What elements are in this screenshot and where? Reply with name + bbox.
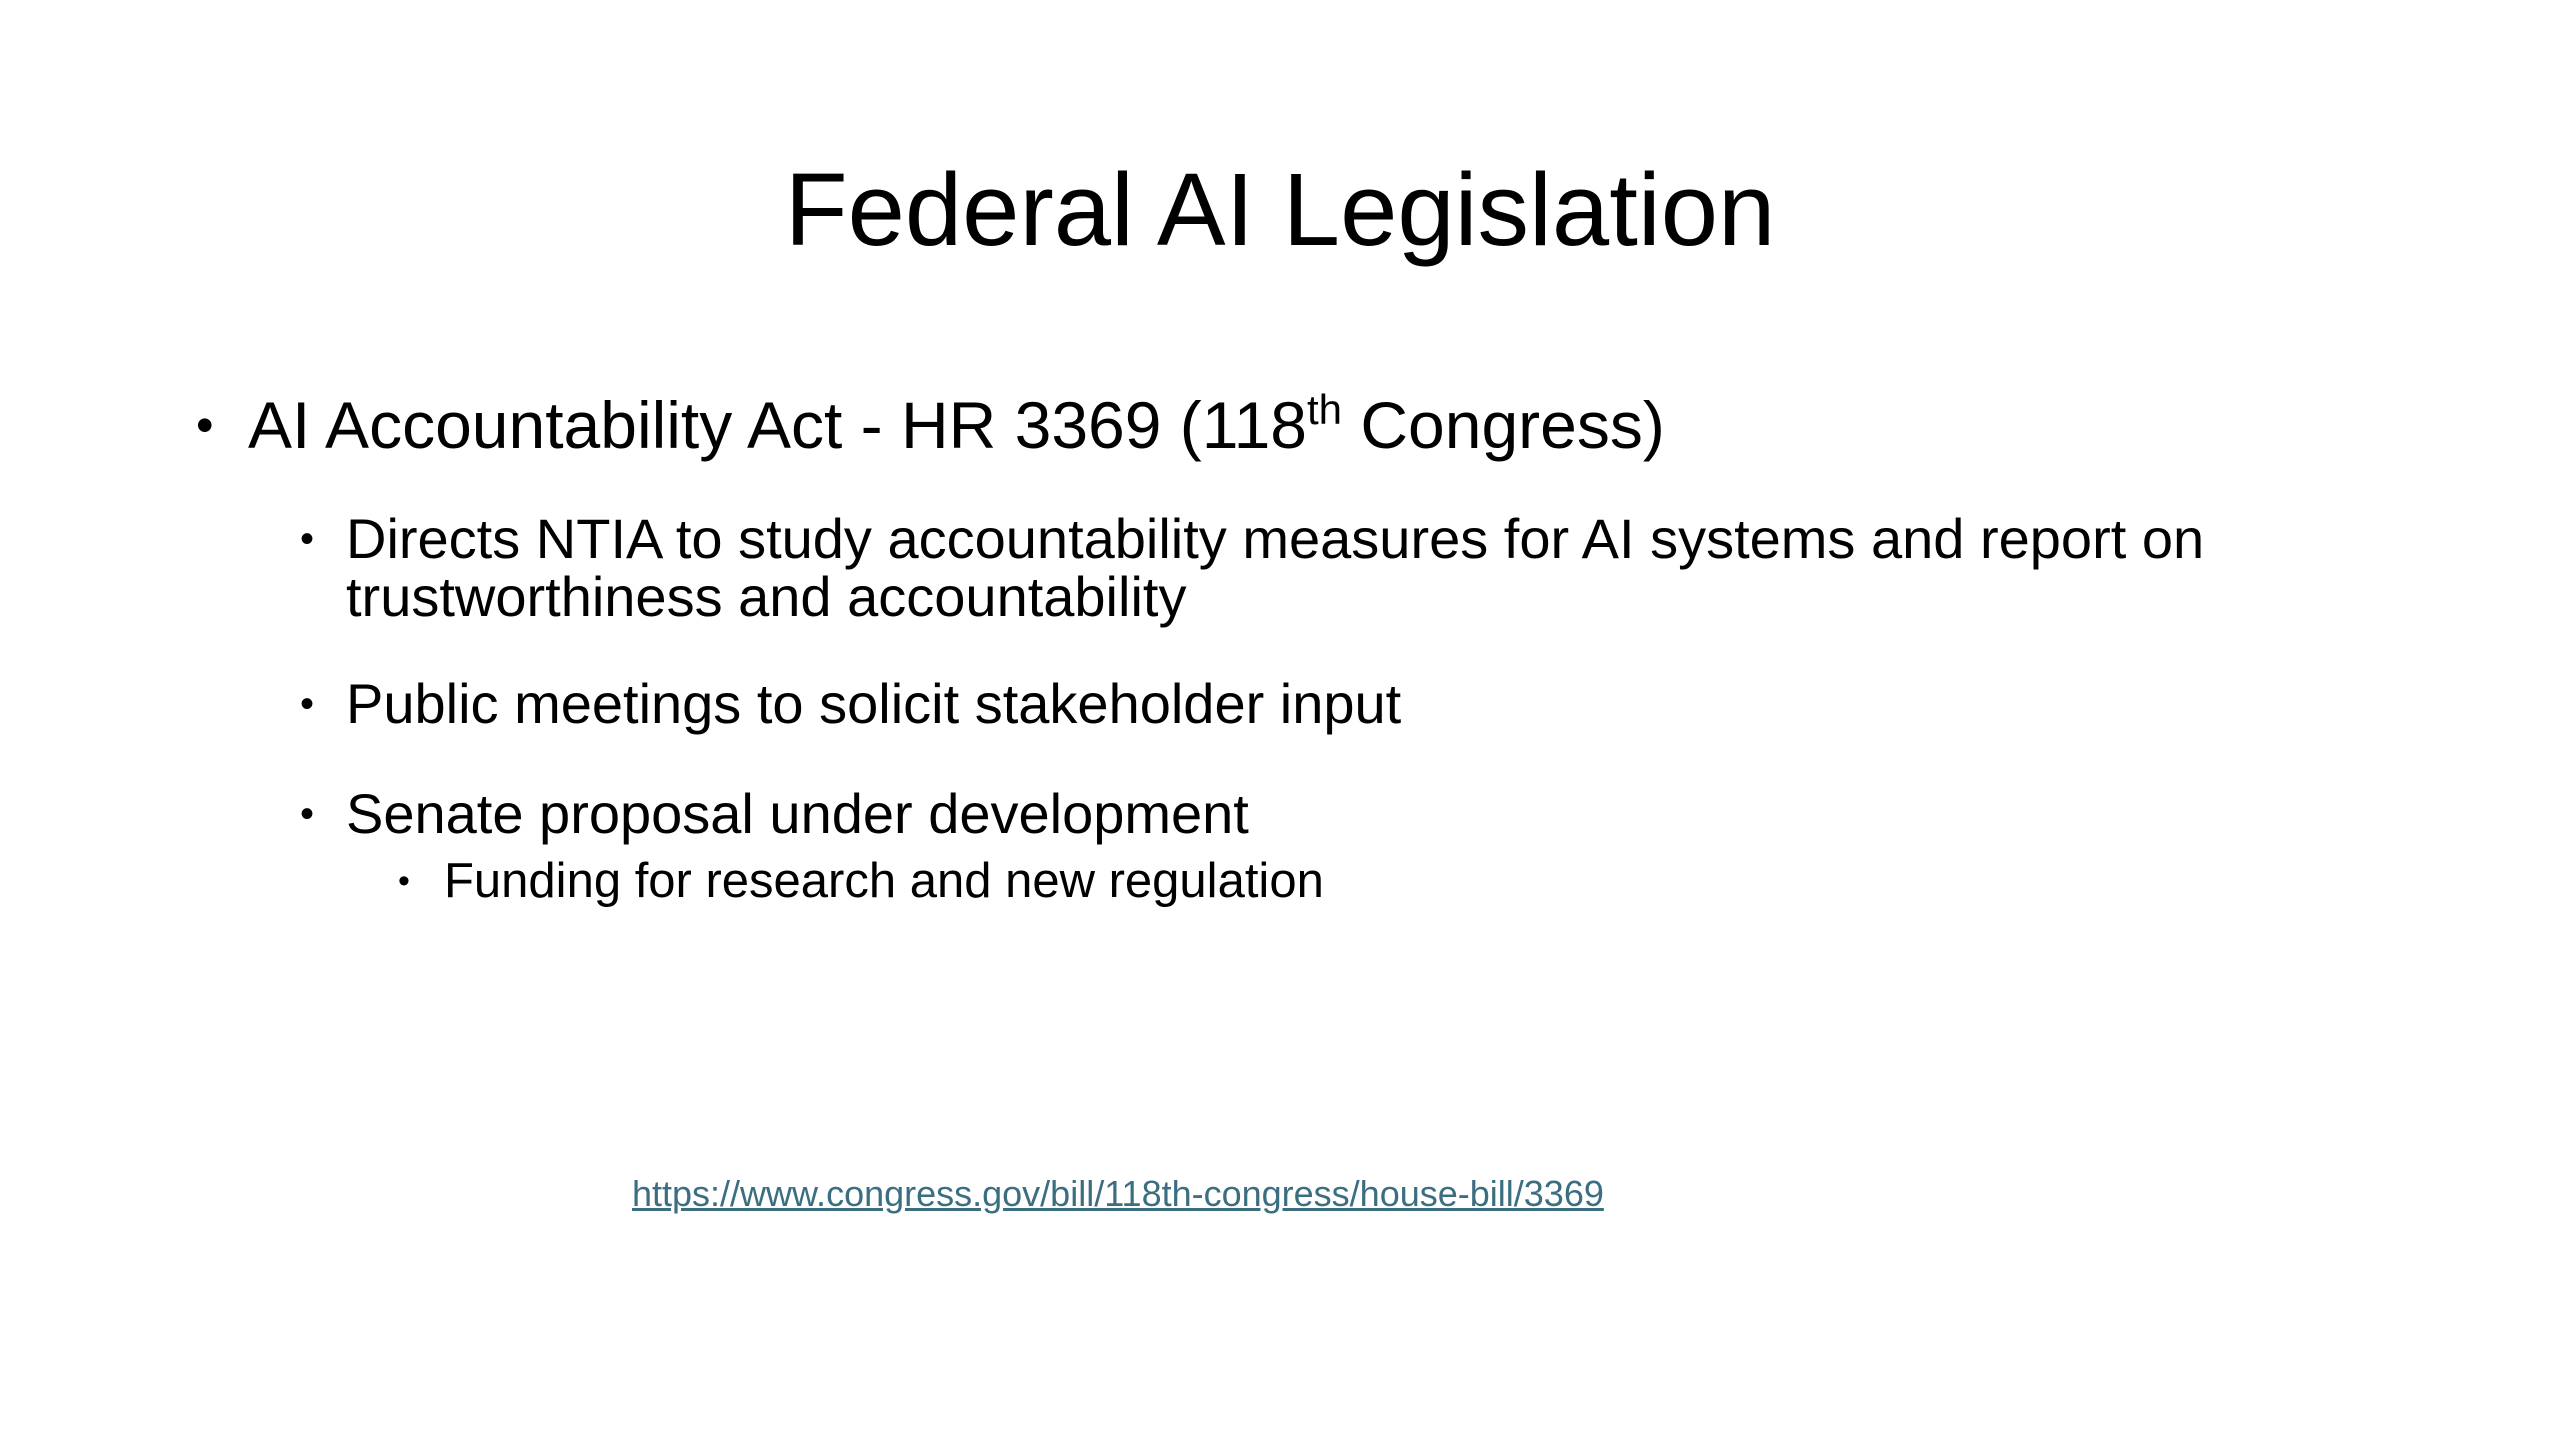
bullet-dot-icon: • [300, 792, 315, 836]
bullet-ai-accountability-act [196, 385, 1665, 474]
bullet-directs-ntia [300, 507, 2426, 628]
bullet-dot-icon: • [196, 397, 214, 453]
bullet-dot-icon: • [398, 862, 410, 900]
bullet-text: Funding for research and new regulation [444, 854, 1324, 908]
superscript-text: th [1307, 386, 1343, 433]
bullet-dot-icon: • [300, 682, 315, 726]
bullet-public-meetings [300, 672, 2426, 735]
bullet-funding-research [398, 852, 1324, 910]
bullet-senate-proposal [300, 782, 2426, 845]
bullet-text: Public meetings to solicit stakeholder input [346, 672, 1402, 735]
bullet-dot-icon: • [300, 517, 315, 561]
congress-bill-link[interactable]: https://www.congress.gov/bill/118th-congress/house-bill/3369 [632, 1173, 1604, 1214]
bullet-text-end: Congress) [1342, 388, 1665, 462]
bullet-text: AI Accountability Act - HR 3369 (118 [248, 388, 1307, 462]
bullet-text: Senate proposal under development [346, 782, 1249, 845]
slide-title: Federal AI Legislation [784, 152, 1776, 267]
bullet-text: Directs NTIA to study accountability measures for AI systems and report on trustworthiness and accountability [346, 507, 2205, 628]
